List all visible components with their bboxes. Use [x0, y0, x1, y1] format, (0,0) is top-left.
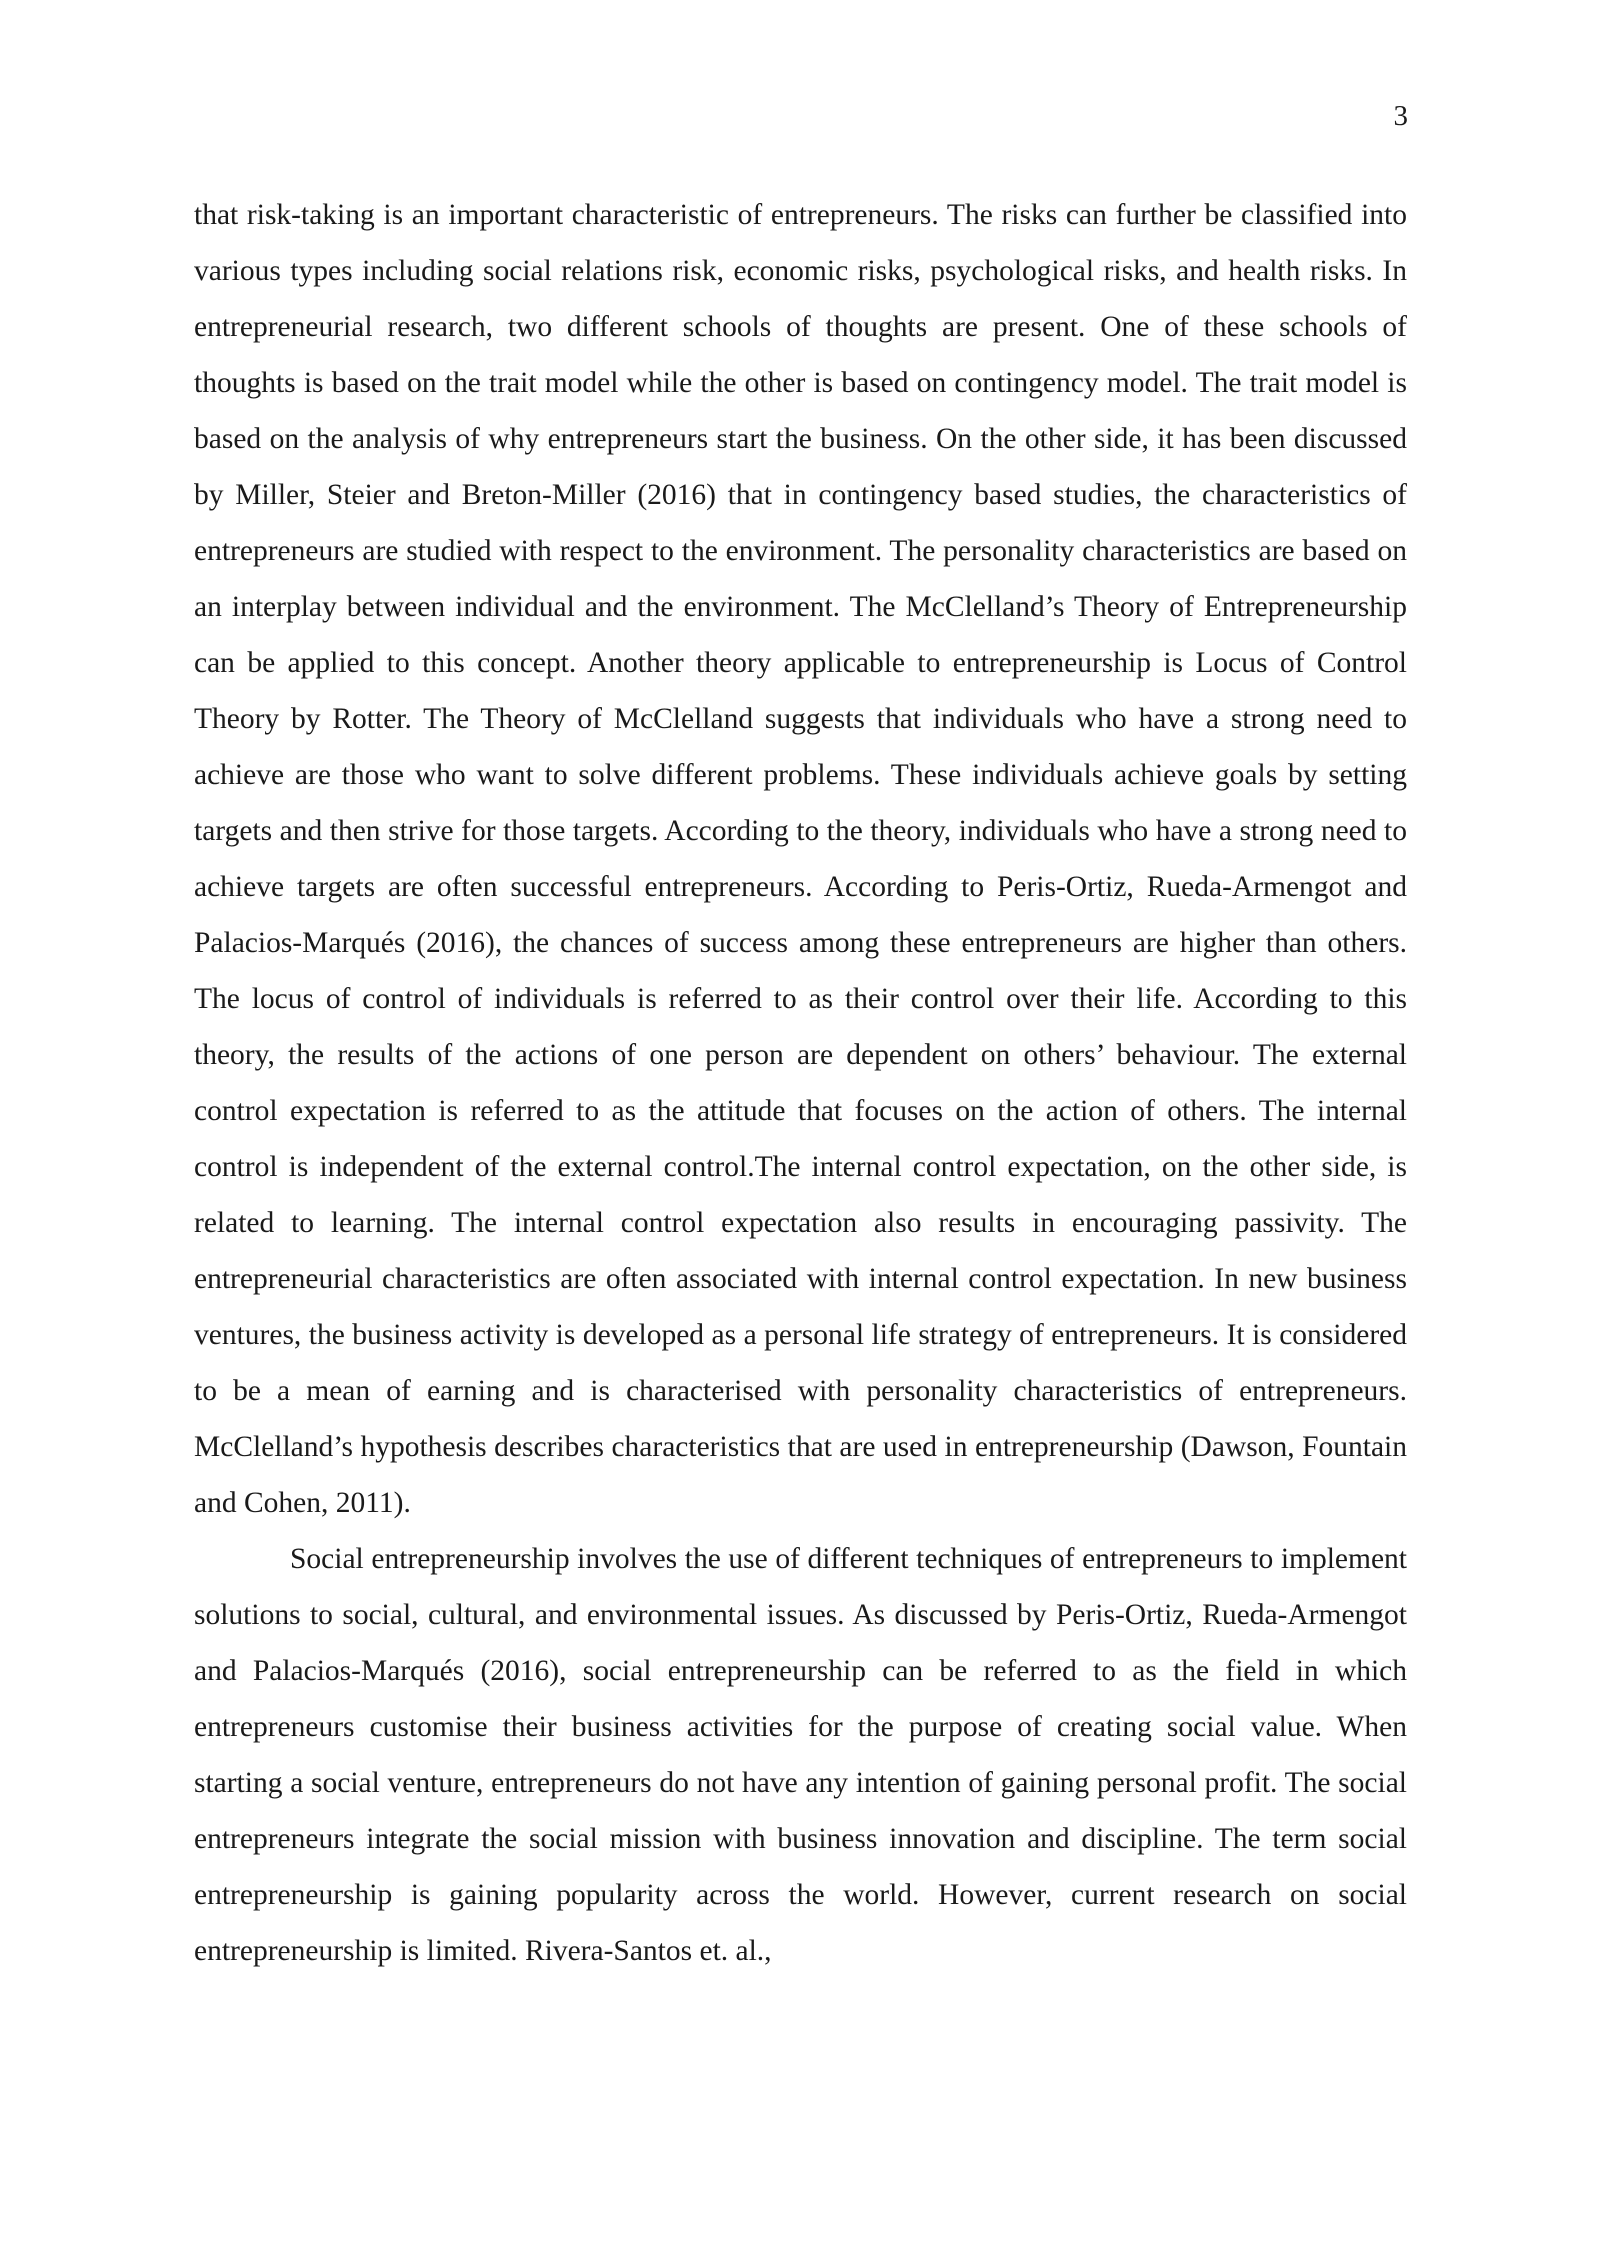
paragraph-social-entrepreneurship: Social entrepreneurship involves the use of different techniques of entrepreneurs to implement solutions to social, cultural, and environmental issues. As discussed by Peris-Ortiz, Rueda-Armengot and Palacios-Marqués (2016), social entrepreneurship can be referred to as the field in which entrepreneurs customise their business activities for the purpose of creating social value. When starting a social venture, entrepreneurs do not have any intention of gaining personal profit. The social entrepreneurs integrate the social mission with business innovation and discipline. The term social entrepreneurship is gaining popularity across the world. However, current research on social entrepreneurship is limited. Rivera-Santos et. al., — [194, 1543, 1407, 1967]
paragraph-continuation: that risk-taking is an important characteristic of entrepreneurs. The risks can further be classified into various types including social relations risk, economic risks, psychological risks, and health risks. In entrepreneurial research, two different schools of thoughts are present. One of these schools of thoughts is based on the trait model while the other is based on contingency model. The trait model is based on the analysis of why entrepreneurs start the business. On the other side, it has been discussed by Miller, Steier and Breton-Miller (2016) that in contingency based studies, the characteristics of entrepreneurs are studied with respect to the environment. The personality characteristics are based on an interplay between individual and the environment. The McClelland’s Theory of Entrepreneurship can be applied to this concept. Another theory applicable to entrepreneurship is Locus of Control Theory by Rotter. The Theory of McClelland suggests that individuals who have a strong need to achieve are those who want to solve different problems. These individuals achieve goals by setting targets and then strive for those targets. According to the theory, individuals who have a strong need to achieve targets are often successful entrepreneurs. According to Peris-Ortiz, Rueda-Armengot and Palacios-Marqués (2016), the chances of success among these entrepreneurs are higher than others. The locus of control of individuals is referred to as their control over their life. According to this theory, the results of the actions of one person are dependent on others’ behaviour. The external control expectation is referred to as the attitude that focuses on the action of others. The internal control is independent of the external control.The internal control expectation, on the other side, is related to learning. The internal control expectation also results in encouraging passivity. The entrepreneurial characteristics are often associated with internal control expectation. In new business ventures, the business activity is developed as a personal life strategy of entrepreneurs. It is considered to be a mean of earning and is characterised with personality characteristics of entrepreneurs. McClelland’s hypothesis describes characteristics that are used in entrepreneurship (Dawson, Fountain and Cohen, 2011). — [194, 199, 1407, 1519]
body-text — [194, 187, 1407, 1979]
page-number: 3 — [1393, 100, 1408, 132]
